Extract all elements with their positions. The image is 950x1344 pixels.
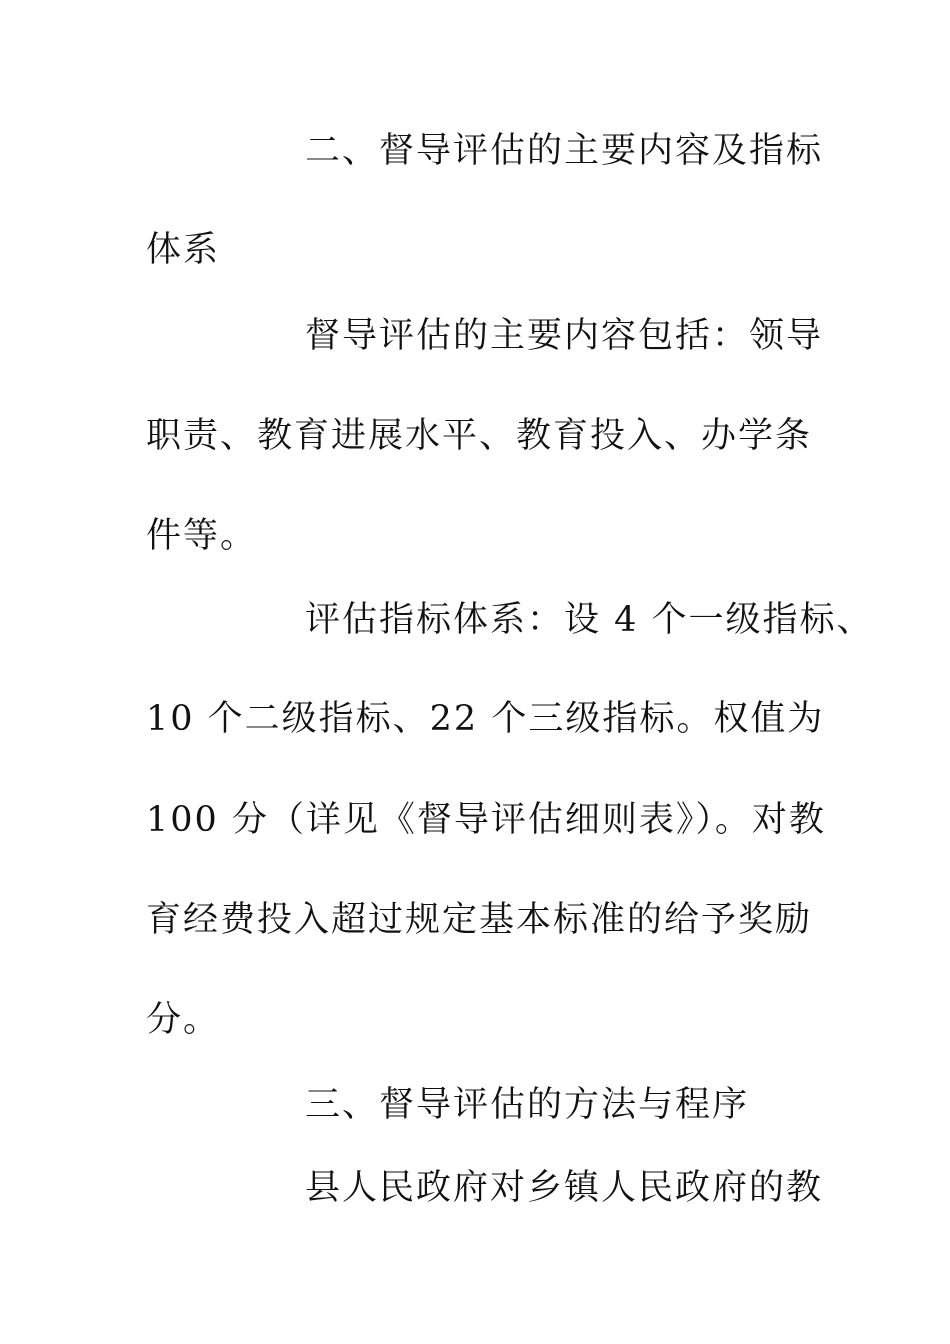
paragraph-2-line-5: 分。 — [146, 1000, 221, 1040]
section-heading-2-line-2: 体系 — [146, 230, 221, 270]
paragraph-2-line-3: 100 分（详见《督导评估细则表》）。对教 — [146, 800, 826, 840]
section-heading-3: 三、督导评估的方法与程序 — [305, 1085, 750, 1125]
paragraph-1-line-1: 督导评估的主要内容包括：领导 — [305, 316, 824, 356]
paragraph-3-line-1: 县人民政府对乡镇人民政府的教 — [305, 1168, 824, 1208]
paragraph-2-line-2: 10 个二级指标、22 个三级指标。权值为 — [146, 699, 825, 739]
paragraph-2-line-1: 评估指标体系：设 4 个一级指标、 — [305, 600, 874, 640]
section-heading-2-line-1: 二、督导评估的主要内容及指标 — [305, 131, 824, 171]
paragraph-1-line-2: 职责、教育进展水平、教育投入、办学条 — [146, 416, 813, 456]
paragraph-1-line-3: 件等。 — [146, 516, 258, 556]
paragraph-2-line-4: 育经费投入超过规定基本标准的给予奖励 — [146, 900, 813, 940]
